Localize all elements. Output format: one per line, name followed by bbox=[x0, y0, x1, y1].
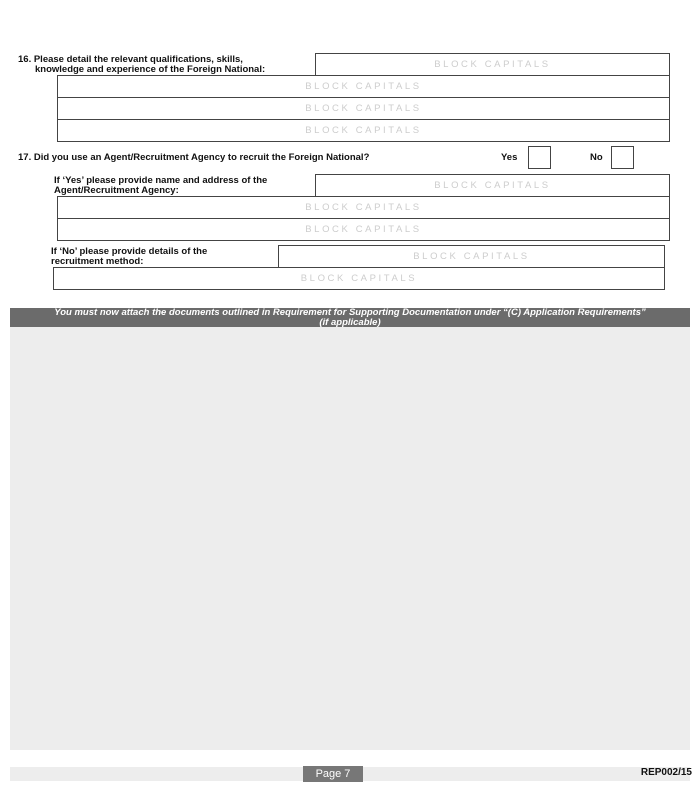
q17-if-no-line2: recruitment method: bbox=[51, 256, 144, 267]
q17-method-field-2[interactable]: BLOCK CAPITALS bbox=[53, 267, 665, 290]
attachment-notice-line2: (if applicable) bbox=[319, 316, 381, 328]
attachment-notice-banner bbox=[10, 308, 690, 327]
q17-yes-checkbox[interactable] bbox=[528, 146, 551, 169]
q17-if-yes-line1: If ‘Yes’ please provide name and address of the bbox=[54, 175, 268, 186]
q16-label-line1: 16. Please detail the relevant qualifications, skills, bbox=[18, 54, 243, 65]
q17-agency-field-3[interactable]: BLOCK CAPITALS bbox=[57, 218, 670, 241]
form-section bbox=[10, 17, 690, 308]
q16-field-3[interactable]: BLOCK CAPITALS bbox=[57, 97, 670, 120]
q16-label-line2: knowledge and experience of the Foreign National: bbox=[35, 64, 266, 75]
q17-if-yes-line2: Agent/Recruitment Agency: bbox=[54, 185, 179, 196]
q17-agency-field-1[interactable]: BLOCK CAPITALS bbox=[315, 174, 670, 197]
form-code: REP002/15 bbox=[640, 767, 692, 778]
q17-if-no-line1: If ‘No’ please provide details of the bbox=[51, 246, 208, 257]
q16-field-2[interactable]: BLOCK CAPITALS bbox=[57, 75, 670, 98]
q16-label bbox=[18, 55, 265, 75]
q16-field-1[interactable]: BLOCK CAPITALS bbox=[315, 53, 670, 76]
q17-no-checkbox[interactable] bbox=[611, 146, 634, 169]
page-number: Page 7 bbox=[303, 766, 363, 782]
attachment-notice-line1: You must now attach the documents outlined in Requirement for Supporting Documentation under “(C) Application Requirements” bbox=[54, 307, 646, 318]
q17-if-yes-label bbox=[54, 176, 267, 196]
q17-yes-label: Yes bbox=[501, 152, 518, 163]
q17-no-label: No bbox=[590, 152, 603, 163]
q17-agency-field-2[interactable]: BLOCK CAPITALS bbox=[57, 196, 670, 219]
form-page bbox=[10, 17, 690, 750]
q16-field-4[interactable]: BLOCK CAPITALS bbox=[57, 119, 670, 142]
q17-method-field-1[interactable]: BLOCK CAPITALS bbox=[278, 245, 665, 268]
q17-if-no-label bbox=[51, 247, 207, 267]
q17-label: 17. Did you use an Agent/Recruitment Agency to recruit the Foreign National? bbox=[18, 152, 370, 163]
